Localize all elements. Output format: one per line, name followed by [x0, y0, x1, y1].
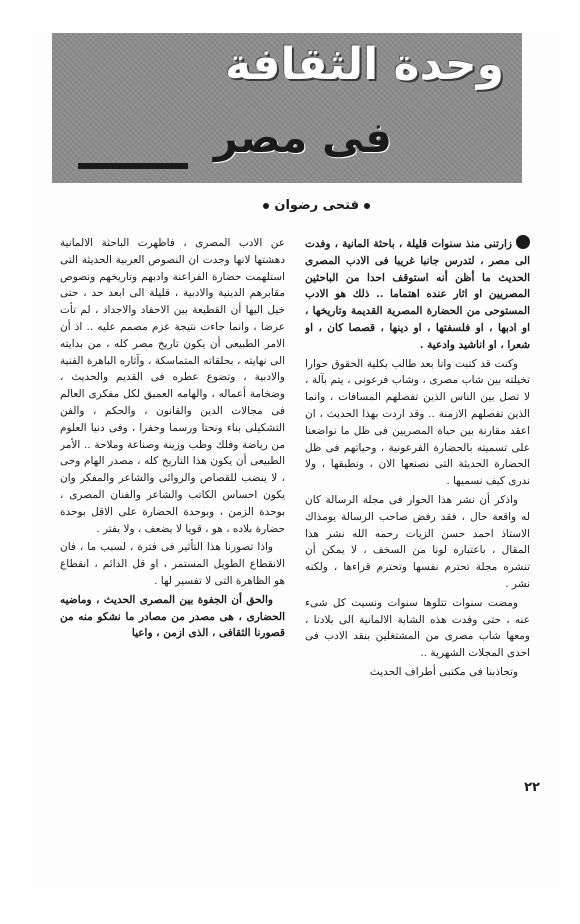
paragraph: ومضت سنوات تتلوها سنوات ونسيت كل شىء عنه ، حتى وفدت هذه الشابة الالمانية الى بلادنا ، ومعها شاب مصرى من المشتغلين بنقد الادب فى احدى المجلات الشهرية ..	[305, 596, 530, 660]
column-right	[305, 235, 530, 780]
author-name: فتحى رضوان	[274, 198, 359, 213]
article-title: وحدة الثقافة	[224, 39, 504, 90]
paragraph	[305, 235, 530, 354]
paragraph: واذا تصورنا هذا التأثير فى فترة ، لسبب ما ، فان الانقطاع الطويل المستمر ، او قل الدائم ، انقطاع هو الظاهرة التى لا تفسير لها .	[60, 541, 285, 587]
paragraph: عن الادب المصرى ، فاظهرت الباحثة الالمانية دهشتها لانها وجدت ان النصوص العربية الحديثة التى استلهمت حضارة الفراعنة وادبهم وتاريخهم ونصوص مقابرهم الدينية والادبية ، قليلة الى ابعد حد ، حتى خيل اليها أن القطيعة بين الاحفاد والاجداد ، لم تأت عرضا ، وانما جاءت نتيجة عزم مصمم عليه .. اذ أن الامر الطبيعى أن يكون تاريخ مصر كله ، من بدايته الى نهايته ، بحلقاته المتماسكة ، وآثاره الباهرة الفنية والادبية ، وتضوع عطره فى القديم والحديث ، وضخامة أعماله ، والهامه العميق لكل مفكرى العالم فى مجالات الدين والقانون ، والحكم ، والفن التشكيلى بناء ونحتا ورسما وحفرا ، وفى دنيا العلوم من رياضة وفلك وطب وزينة وصناعة وملاحة .. الأمر الطبيعى أن يكون هذا التاريخ كله ، مصدر الهام وحى ، لا ينضب للقصاص والروائى والشاعر والمفكر وان يكون احساس الكاتب والشاعر والفنان المصرى ، بوحدة الزمن ، وبوحدة الحضارة على الاقل بوحدة حضارة بلاده ، هو ، قويا لا يضعف ، ولا يفتر .	[60, 237, 285, 535]
article-body	[60, 235, 530, 780]
article-subtitle: فى مصر	[213, 113, 392, 162]
byline	[263, 198, 370, 213]
page-number: ٢٢	[524, 780, 540, 795]
subtitle-rule	[78, 163, 188, 169]
paragraph: وكنت قد كتبت وانا بعد طالب بكلية الحقوق حوارا تخيلته بين شاب مصرى ، وشاب فرعونى ، يتم بآلة ، لا تصل بين الناس الذين تفصلهم المسافات ، وانما الذين تفصلهم الازمنة .. وقد اردت بهذا الحديث ، ان اعقد مقارنة بين حياة المصريين فى ظل ما نواضعنا على تسميته بالحضارة الفرعونية ، وحياتهم فى ظل الحضارة الحديثة التى نصنعها الان ، ونطبقها ، ولا ندرى كيف نسميها .	[305, 357, 530, 488]
magazine-page	[30, 30, 560, 890]
bullet-dot-icon	[263, 203, 269, 209]
paragraph-bullet-icon	[516, 235, 530, 249]
paragraph: وتجاذبنا فى مكتبى أطراف الحديث	[369, 665, 518, 678]
paragraph: والحق أن الجفوة بين المصرى الحديث ، وماضيه الحضارى ، هى مصدر من مصادر ما نشكو منه من قصورنا الثقافى ، الذى ازمن ، واعيا	[60, 593, 285, 640]
column-left	[60, 235, 285, 780]
paragraph-text: زارتنى منذ سنوات قليلة ، باحثة المانية ، وفدت الى مصر ، لتدرس جانبا غريبا فى الادب المصرى الحديث ما أظن أنه استوقف احدا من الباحثين المصريين او اثار عنده اهتماما .. ذلك هو الادب المستوحى من الحضارة المصرية القديمة وتاريخها ، او ادبها ، او فلسفتها ، او دينها ، قصصا كان ، او شعرا ، او اناشيد وادعية .	[305, 238, 530, 351]
paragraph: واذكر أن نشر هذا الحوار فى مجلة الرسالة كان له واقعة حال ، فقد رفض صاحب الرسالة يومذاك الاستاذ احمد حسن الزيات رحمه الله نشر هذا المقال ، باعتباره لونا من السخف ، لا يمكن أن تنشره مجلة تحترم نفسها وتحترم قراءها ، ولكنه نشر .	[305, 493, 530, 590]
bullet-dot-icon	[364, 203, 370, 209]
header-banner	[52, 33, 522, 183]
